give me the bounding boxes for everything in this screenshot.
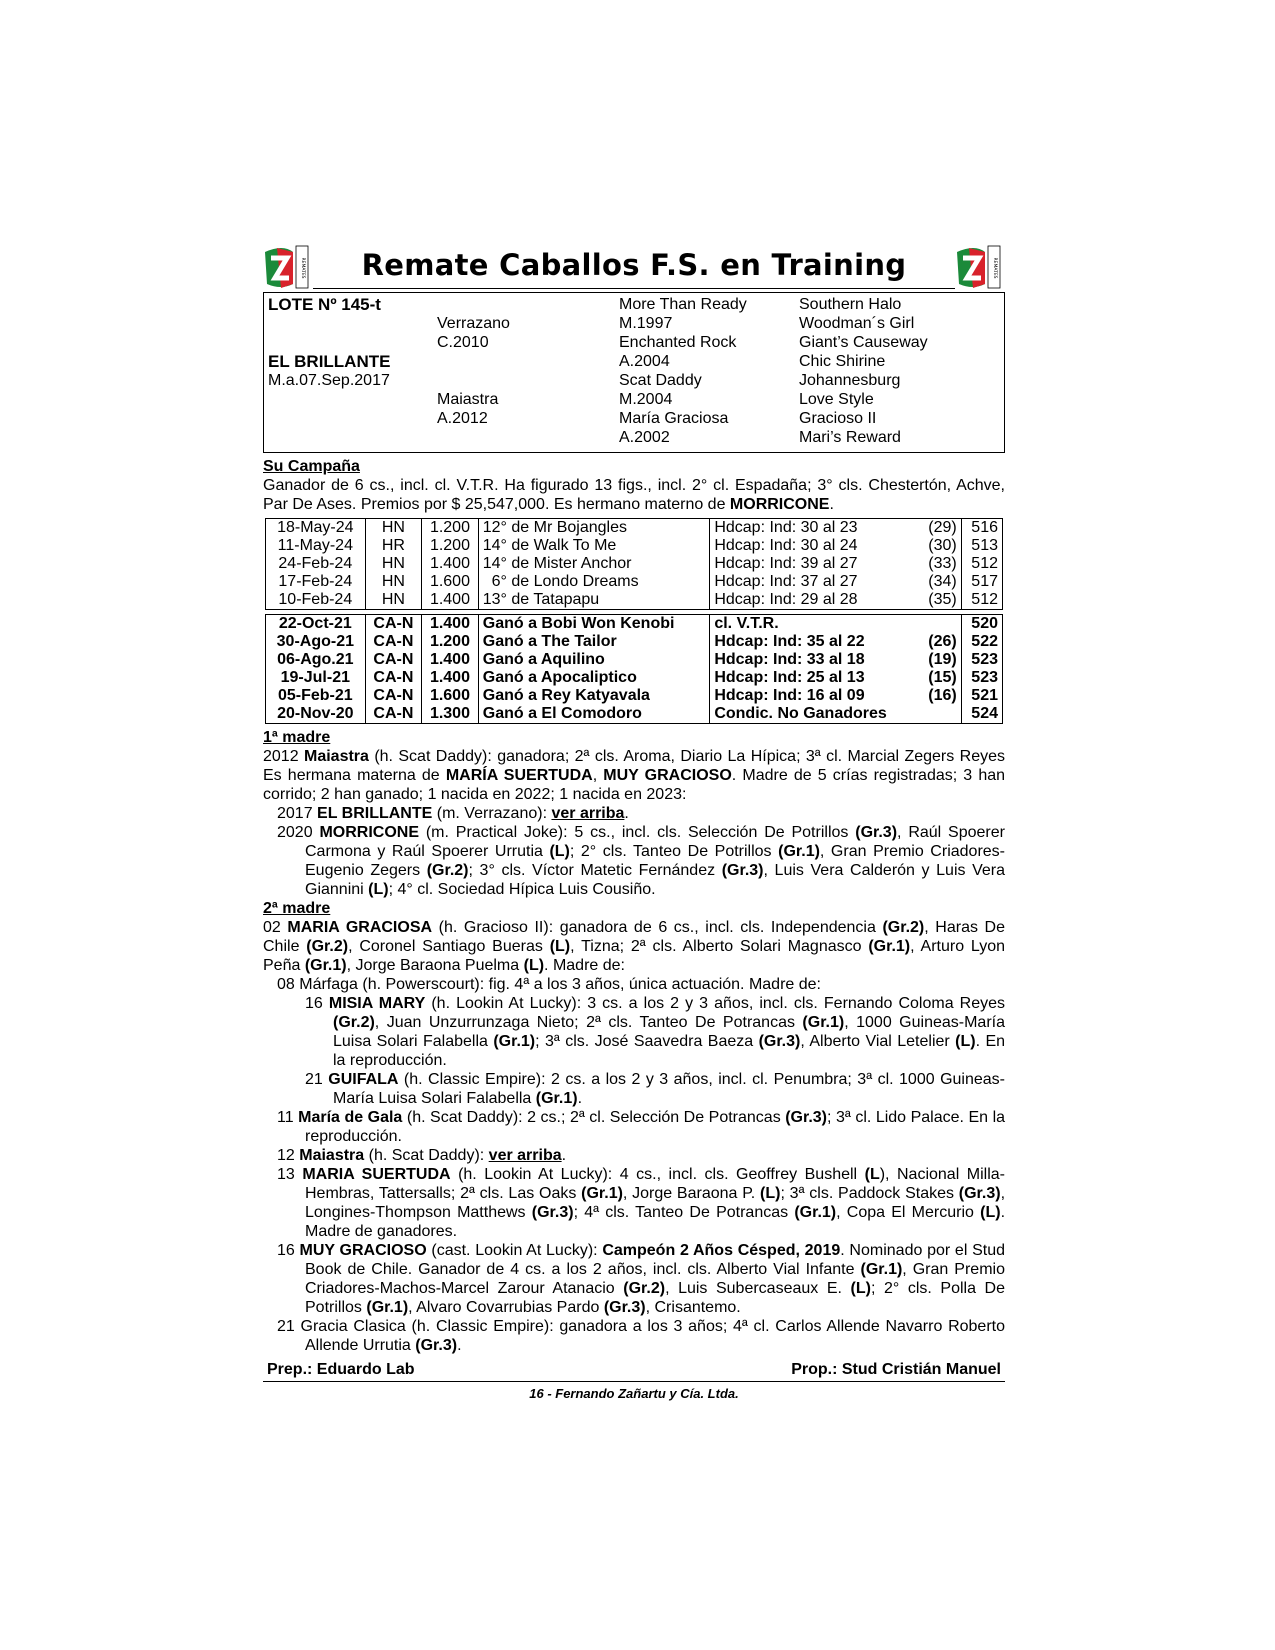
race-distance: 1.400	[422, 555, 479, 573]
text-segment: (Gr.3)	[785, 1109, 828, 1126]
text-segment: (Gr.3)	[415, 1337, 458, 1354]
race-weight: 521	[961, 687, 1002, 705]
pedigree-box	[263, 292, 1005, 453]
text-segment: . Madre de:	[544, 957, 625, 974]
text-segment: MUY GRACIOSO	[603, 767, 732, 784]
race-result: 14° de Mister Anchor	[478, 555, 710, 573]
text-segment: (L)	[549, 843, 570, 860]
cross-reference: ver arriba	[488, 1147, 562, 1164]
race-weight: 517	[961, 573, 1002, 591]
text-segment: ), Nacional Milla-Hembras, Tattersalls; 2ª cls. Las Oaks	[305, 1166, 1005, 1202]
pedigree-entry: Mari’s Reward	[799, 429, 901, 446]
text-segment: , Jorge Baraona Puelma	[346, 957, 524, 974]
pedigree-entry: Gracioso II	[799, 410, 877, 427]
race-date: 11-May-24	[277, 537, 353, 554]
text-segment: (L)	[955, 1033, 976, 1050]
campaign-text	[263, 476, 1005, 514]
text-segment: (Gr.1)	[802, 1014, 845, 1031]
race-result: Ganó a El Comodoro	[478, 705, 710, 724]
text-segment: 2020	[277, 824, 320, 841]
sire-info: C.2010	[437, 334, 489, 351]
campaign-text-bold: MORRICONE	[729, 496, 830, 513]
race-row	[266, 705, 1003, 724]
text-segment: .	[624, 805, 629, 822]
race-track: HR	[365, 537, 422, 555]
text-segment: GUIFALA	[328, 1071, 399, 1088]
race-distance: 1.400	[422, 615, 479, 634]
offspring-entry	[263, 823, 1005, 899]
race-field: (16)	[928, 687, 957, 704]
race-condition: Hdcap: Ind: 33 al 18	[710, 651, 919, 669]
pedigree-entry: Southern Halo	[799, 296, 902, 313]
race-weight: 523	[961, 669, 1002, 687]
text-segment: (Gr.1)	[860, 1261, 903, 1278]
race-track: CA-N	[365, 633, 422, 651]
race-condition: Hdcap: Ind: 37 al 27	[710, 573, 919, 591]
text-segment: 21	[305, 1071, 329, 1088]
text-segment: ; 3ª cls. José Saavedra Baeza	[535, 1033, 759, 1050]
text-segment: , Haras De Chile	[263, 919, 1006, 955]
text-segment: . Madre de ganadores.	[305, 1204, 1006, 1240]
pedigree-entry: More Than Ready	[619, 296, 747, 313]
text-segment: MARIA SUERTUDA	[302, 1166, 451, 1183]
pedigree-entry: Scat Daddy	[619, 372, 702, 389]
text-segment: .	[561, 1147, 567, 1164]
race-result: 12° de Mr Bojangles	[478, 519, 710, 538]
text-segment: (h. Lookin At Lucky): 3 cs. a los 2 y 3 años, incl. cls. Fernando Coloma Reyes	[425, 995, 1005, 1012]
text-segment: (m. Verrazano):	[432, 805, 552, 822]
campaign-text-part: Ganador de 6 cs., incl. cl. V.T.R. Ha figurado 13 figs., incl. 2° cl. Espadaña; 3° cls. Chestertón, Achve, Par De Ases. Premios por $ 25,547,000. Es hermano materno de	[263, 477, 1005, 513]
race-result: Ganó a Rey Katyavala	[478, 687, 710, 705]
pedigree-entry: María Graciosa	[619, 410, 729, 427]
race-condition: Condic. No Ganadores	[710, 705, 919, 724]
horse-name: EL BRILLANTE	[268, 352, 391, 371]
text-segment: EL BRILLANTE	[317, 805, 433, 822]
text-segment: (h. Lookin At Lucky): 4 cs., incl. cls. Geoffrey Bushell	[450, 1166, 865, 1183]
page-number: 16 - Fernando Zañartu y Cía. Ltda.	[529, 1386, 739, 1401]
race-table	[265, 518, 1003, 724]
offspring-entry	[263, 1108, 1005, 1146]
page-title: Remate Caballos F.S. en Training	[361, 248, 907, 282]
madre2-marfaga	[263, 975, 1005, 994]
race-condition: Hdcap: Ind: 25 al 13	[710, 669, 919, 687]
text-segment: MARIA GRACIOSA	[287, 919, 433, 936]
zanartu-logo	[955, 244, 1005, 290]
offspring-entry	[263, 1146, 1005, 1165]
text-segment: ; 3° cls. Víctor Matetic Fernández	[468, 862, 722, 879]
text-segment: 2017	[277, 805, 318, 822]
text-segment: MORRICONE	[319, 824, 419, 841]
text-segment: (Gr.3)	[603, 1299, 646, 1316]
text-segment: (L	[864, 1166, 880, 1183]
pedigree-entry: Chic Shirine	[799, 353, 886, 370]
text-segment: , Luis Vera Calderón y Luis Vera Giannini	[305, 862, 1006, 898]
race-result: Ganó a The Tailor	[478, 633, 710, 651]
dam-info: A.2012	[437, 410, 488, 427]
race-row	[266, 537, 1003, 555]
text-segment: (Gr.1)	[794, 1204, 837, 1221]
madre1-heading: 1ª madre	[263, 729, 331, 746]
race-weight: 523	[961, 651, 1002, 669]
madre1-offspring	[263, 804, 1005, 899]
offspring-entry	[263, 1165, 1005, 1241]
text-segment: Campeón 2 Años Césped, 2019	[602, 1242, 841, 1259]
owner: Prop.: Stud Cristián Manuel	[791, 1361, 1001, 1378]
sire-name: Verrazano	[437, 315, 510, 332]
text-segment: Maiastra	[299, 1147, 365, 1164]
lote-number: LOTE Nº 145-t	[268, 295, 381, 314]
text-segment: (Gr.1)	[778, 843, 820, 860]
race-distance: 1.200	[422, 633, 479, 651]
text-segment: 16	[277, 1242, 300, 1259]
race-row	[266, 615, 1003, 634]
text-segment: , Copa El Mercurio	[836, 1204, 981, 1221]
text-segment: (Gr.3)	[855, 824, 898, 841]
catalog-page	[263, 240, 1005, 1401]
race-result: Ganó a Bobi Won Kenobi	[478, 615, 710, 634]
text-segment: (Gr.2)	[623, 1280, 666, 1297]
text-segment: MARÍA SUERTUDA	[445, 767, 593, 784]
race-distance: 1.600	[422, 573, 479, 591]
race-field: (15)	[928, 669, 957, 686]
text-segment: (Gr.3)	[531, 1204, 574, 1221]
race-result: Ganó a Apocaliptico	[478, 669, 710, 687]
text-segment: (h. Scat Daddy):	[364, 1147, 489, 1164]
race-date: 17-Feb-24	[278, 573, 353, 590]
text-segment: MISIA MARY	[328, 995, 426, 1012]
text-segment: ; 4ª cls. Tanteo De Potrancas	[573, 1204, 795, 1221]
text-segment: 11	[277, 1109, 299, 1126]
text-segment: (h. Classic Empire): 2 cs. a los 2 y 3 años, incl. cl. Penumbra; 3ª cl. 1000 Guineas-María Luisa Solari Falabella	[333, 1071, 1005, 1107]
race-row	[266, 687, 1003, 705]
text-segment: (Gr.1)	[868, 938, 911, 955]
horse-info: M.a.07.Sep.2017	[268, 372, 390, 389]
text-segment: , Gran Premio Criadores-Machos-Marcel Zarour Atanacio	[305, 1261, 1005, 1297]
pedigree-entry: Giant’s Causeway	[799, 334, 928, 351]
race-track: CA-N	[365, 615, 422, 634]
page-header	[263, 240, 1005, 292]
text-segment: 08 Márfaga (h. Powerscourt): fig. 4ª a los 3 años, única actuación. Madre de:	[277, 976, 821, 993]
race-result: 14° de Walk To Me	[478, 537, 710, 555]
text-segment: (L)	[980, 1204, 1001, 1221]
text-segment: 13	[277, 1166, 303, 1183]
race-weight: 516	[961, 519, 1002, 538]
text-segment: , 1000 Guineas-María Luisa Solari Falabella	[333, 1014, 1005, 1050]
race-field: (34)	[928, 573, 957, 590]
text-segment: (L)	[368, 881, 389, 898]
text-segment: ,	[592, 767, 604, 784]
text-segment: , Coronel Santiago Bueras	[348, 938, 550, 955]
race-result: 6° de Londo Dreams	[478, 573, 710, 591]
text-segment: (Gr.3)	[958, 1185, 1001, 1202]
text-segment: (Gr.2)	[306, 938, 349, 955]
madre2-heading: 2ª madre	[263, 900, 331, 917]
pedigree-entry: A.2002	[619, 429, 670, 446]
text-segment: , Alberto Vial Letelier	[800, 1033, 956, 1050]
header-rule	[313, 288, 955, 289]
offspring-entry	[263, 804, 1005, 823]
text-segment: ; 2° cls. Polla De Potrillos	[305, 1280, 1006, 1316]
pedigree-entry: Woodman´s Girl	[799, 315, 915, 332]
race-weight: 520	[961, 615, 1002, 634]
svg-text:REMATES: REMATES	[300, 257, 305, 279]
text-segment: . En la reproducción.	[333, 1033, 1006, 1069]
text-segment: , Luis Subercaseaux E.	[665, 1280, 851, 1297]
madre2-offspring	[263, 1108, 1005, 1355]
race-weight: 512	[961, 555, 1002, 573]
text-segment: (Gr.3)	[721, 862, 764, 879]
race-distance: 1.400	[422, 591, 479, 610]
race-date: 05-Feb-21	[277, 687, 353, 704]
campaign-heading: Su Campaña	[263, 458, 360, 475]
madre2-grand-offspring	[263, 994, 1005, 1108]
text-segment: (h. Gracioso II): ganadora de 6 cs., incl. cls. Independencia	[432, 919, 883, 936]
race-field: (26)	[928, 633, 957, 650]
text-segment: (Gr.2)	[426, 862, 469, 879]
race-track: HN	[365, 573, 422, 591]
text-segment: ; 2° cls. Tanteo De Potrillos	[569, 843, 779, 860]
race-condition: cl. V.T.R.	[710, 615, 919, 634]
offspring-entry	[263, 1241, 1005, 1317]
race-condition: Hdcap: Ind: 16 al 09	[710, 687, 919, 705]
text-segment: .	[457, 1337, 462, 1354]
text-segment: (L)	[549, 938, 571, 955]
text-segment: 21 Gracia Clasica (h. Classic Empire): ganadora a los 3 años; 4ª cl. Carlos Allende Navarro Roberto Allende Urrutia	[277, 1318, 1005, 1354]
race-row	[266, 591, 1003, 610]
race-result: 13° de Tatapapu	[478, 591, 710, 610]
race-row	[266, 573, 1003, 591]
race-condition: Hdcap: Ind: 30 al 24	[710, 537, 919, 555]
text-segment: . Madre de 5 crías registradas; 3 han corrido; 2 han ganado; 1 nacida en 2022; 1 nacida en 2023:	[263, 767, 1006, 803]
race-date: 06-Ago.21	[277, 651, 354, 668]
race-track: CA-N	[365, 651, 422, 669]
text-segment: (Gr.1)	[304, 957, 347, 974]
pedigree-entry: A.2004	[619, 353, 670, 370]
race-row	[266, 519, 1003, 538]
race-field: (19)	[928, 651, 957, 668]
text-segment: (h. Scat Daddy): ganadora; 2ª cls. Aroma, Diario La Hípica; 3ª cl. Marcial Zegers Reyes Es hermana materna de	[263, 748, 1006, 784]
text-segment: (m. Practical Joke): 5 cs., incl. cls. Selección De Potrillos	[419, 824, 856, 841]
offspring-entry	[263, 1317, 1005, 1355]
text-segment: , Longines-Thompson Matthews	[305, 1185, 1006, 1221]
race-row	[266, 651, 1003, 669]
text-segment: ; 4° cl. Sociedad Hípica Luis Cousiño.	[388, 881, 656, 898]
text-segment: (Gr.1)	[493, 1033, 536, 1050]
text-segment: ; 3ª cl. Lido Palace. En la reproducción.	[305, 1109, 1006, 1145]
text-segment: . Nominado por el Stud Book de Chile. Ganador de 4 cs. a los 2 años, incl. cls. Alberto Vial Infante	[305, 1242, 1006, 1278]
text-segment: , Alvaro Covarrubias Pardo	[408, 1299, 604, 1316]
text-segment: (Gr.1)	[535, 1090, 578, 1107]
text-segment: , Gran Premio Criadores-Eugenio Zegers	[305, 843, 1005, 879]
madre2-intro	[263, 918, 1005, 975]
race-date: 24-Feb-24	[278, 555, 353, 572]
text-segment: , Crisantemo.	[645, 1299, 741, 1316]
race-condition: Hdcap: Ind: 30 al 23	[710, 519, 919, 538]
text-segment: 16	[305, 995, 329, 1012]
text-segment: 02	[263, 919, 288, 936]
pedigree-col4	[799, 295, 928, 447]
pedigree-entry: M.1997	[619, 315, 673, 332]
race-row	[266, 669, 1003, 687]
race-weight: 512	[961, 591, 1002, 610]
race-distance: 1.600	[422, 687, 479, 705]
campaign-text-part: .	[829, 496, 834, 513]
text-segment: , Raúl Spoerer Carmona y Raúl Spoerer Urrutia	[305, 824, 1005, 860]
grand-offspring-entry	[263, 1070, 1005, 1108]
race-date: 22-Oct-21	[278, 615, 352, 632]
pedigree-entry: Enchanted Rock	[619, 334, 737, 351]
race-field: (33)	[928, 555, 957, 572]
text-segment: (Gr.2)	[882, 919, 925, 936]
text-segment: 2012	[263, 748, 304, 765]
race-distance: 1.400	[422, 651, 479, 669]
svg-text:REMATES: REMATES	[992, 257, 997, 279]
text-segment: (Gr.2)	[333, 1014, 375, 1031]
dam-name: Maiastra	[437, 391, 499, 408]
race-field: (30)	[928, 537, 957, 554]
race-field	[919, 615, 962, 634]
race-field	[919, 705, 962, 724]
race-date: 30-Ago-21	[276, 633, 354, 650]
pedigree-entry: Love Style	[799, 391, 874, 408]
text-segment: (L)	[850, 1280, 871, 1297]
text-segment: (L)	[523, 957, 545, 974]
race-date: 20-Nov-20	[277, 705, 354, 722]
text-segment: , Arturo Lyon Peña	[263, 938, 1006, 974]
winning-races	[266, 615, 1003, 724]
race-distance: 1.200	[422, 537, 479, 555]
race-field: (35)	[928, 591, 957, 608]
race-condition: Hdcap: Ind: 29 al 28	[710, 591, 919, 610]
text-segment: 12	[277, 1147, 300, 1164]
madre1-intro	[263, 747, 1005, 804]
race-row	[266, 555, 1003, 573]
race-condition: Hdcap: Ind: 39 al 27	[710, 555, 919, 573]
race-track: HN	[365, 555, 422, 573]
race-track: HN	[365, 519, 422, 538]
pedigree-col3	[619, 295, 747, 447]
text-segment: (Gr.1)	[366, 1299, 409, 1316]
text-segment: (h. Scat Daddy): 2 cs.; 2ª cl. Selección De Potrancas	[402, 1109, 786, 1126]
race-track: HN	[365, 591, 422, 610]
text-segment: (Gr.1)	[581, 1185, 623, 1202]
text-segment: .	[577, 1090, 583, 1107]
grand-offspring-entry	[263, 994, 1005, 1070]
cross-reference: ver arriba	[551, 805, 625, 822]
race-row	[266, 633, 1003, 651]
race-distance: 1.200	[422, 519, 479, 538]
text-segment: Maiastra	[304, 748, 369, 765]
text-segment: , Jorge Baraona P.	[622, 1185, 761, 1202]
text-segment: (cast. Lookin At Lucky):	[426, 1242, 603, 1259]
race-weight: 513	[961, 537, 1002, 555]
recent-races	[266, 519, 1003, 610]
pedigree-entry: Johannesburg	[799, 372, 901, 389]
text-segment: , Tizna; 2ª cls. Alberto Solari Magnasco	[570, 938, 869, 955]
race-weight: 522	[961, 633, 1002, 651]
race-result: Ganó a Aquilino	[478, 651, 710, 669]
race-field: (29)	[928, 519, 957, 536]
race-date: 19-Jul-21	[280, 669, 350, 686]
race-date: 10-Feb-24	[278, 591, 353, 608]
page-footer	[263, 1357, 1005, 1382]
text-segment: (L)	[760, 1185, 781, 1202]
trainer: Prep.: Eduardo Lab	[267, 1361, 415, 1378]
pedigree-entry: M.2004	[619, 391, 673, 408]
text-segment: MUY GRACIOSO	[299, 1242, 427, 1259]
race-track: CA-N	[365, 669, 422, 687]
race-track: CA-N	[365, 687, 422, 705]
race-track: CA-N	[365, 705, 422, 724]
text-segment: (Gr.3)	[758, 1033, 801, 1050]
text-segment: María de Gala	[298, 1109, 403, 1126]
race-distance: 1.400	[422, 669, 479, 687]
race-condition: Hdcap: Ind: 35 al 22	[710, 633, 919, 651]
race-date: 18-May-24	[277, 519, 354, 536]
race-weight: 524	[961, 705, 1002, 724]
text-segment: ; 3ª cls. Paddock Stakes	[780, 1185, 959, 1202]
text-segment: , Juan Unzurrunzaga Nieto; 2ª cls. Tanteo De Potrancas	[374, 1014, 803, 1031]
race-distance: 1.300	[422, 705, 479, 724]
